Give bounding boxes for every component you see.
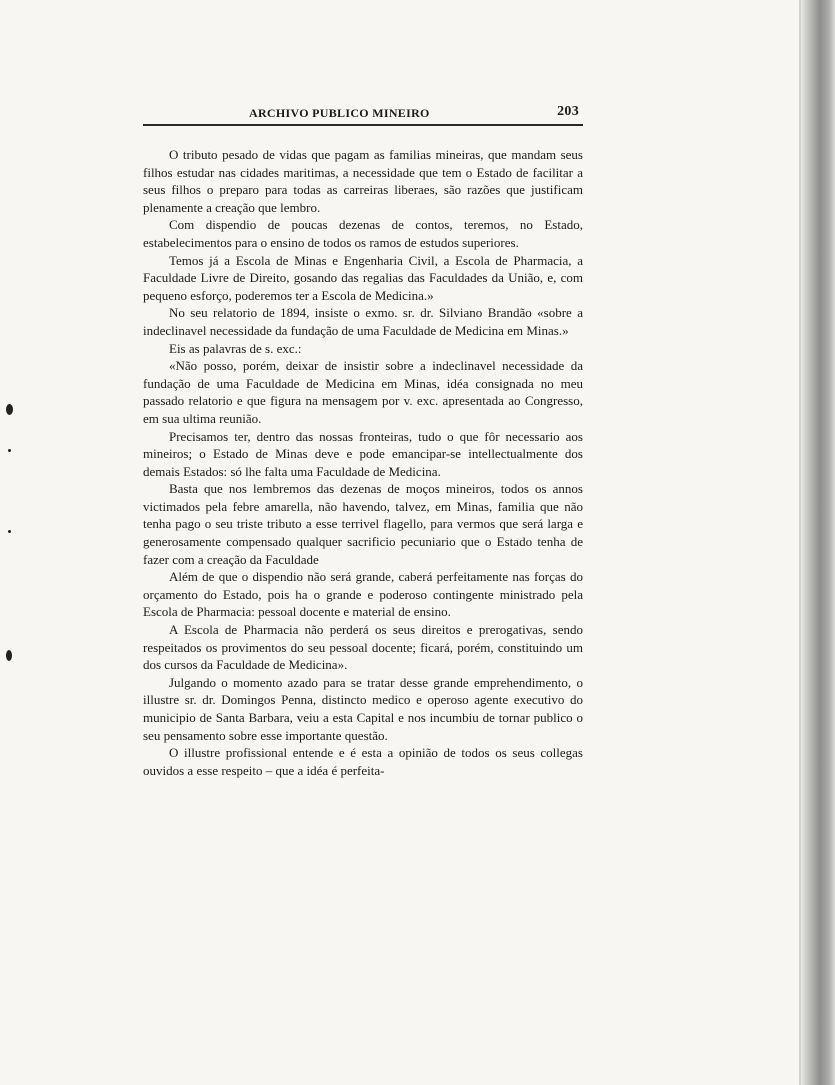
paragraph: Temos já a Escola de Minas e Engenharia Civil, a Escola de Pharmacia, a Faculdade Livre de Direito, gosando das regalias das Faculdades da União, e, com pequeno esforço, poderemos ter a Escola de Medicina.»	[143, 252, 583, 303]
paragraph: O tributo pesado de vidas que pagam as familias mineiras, que mandam seus filhos estudar nas cidades maritimas, a necessidade que tem o Estado de facilitar a seus filhos o preparo para todas as carreiras liberaes, são razões que justificam plenamente a creação que lembro.	[143, 147, 583, 215]
paragraph: Julgando o momento azado para se tratar desse grande emprehendimento, o illustre sr. dr. Domingos Penna, distincto medico e operoso agente executivo do municipio de Santa Barbara, veiu a esta Capital e nos incumbiu de tornar publico o seu pensamento sobre esse importante questão.	[143, 674, 583, 743]
paragraph: Basta que nos lembremos das dezenas de moços mineiros, todos os annos victimados pela febre amarella, não havendo, talvez, em Minas, familia que não tenha pago o seu triste tributo a esse terrivel flagello, para vermos que será larga e generosamente compensado qualquer sacrificio pecuniario que o Estado tenha de fazer com a creação da Faculdade	[143, 481, 583, 567]
paragraph: No seu relatorio de 1894, insiste o exmo. sr. dr. Silviano Brandão «sobre a indeclinavel necessidade da fundação de uma Faculdade de Medicina em Minas.»	[143, 305, 583, 338]
running-title: ARCHIVO PUBLICO MINEIRO	[249, 106, 430, 120]
margin-mark	[6, 404, 13, 415]
margin-mark	[8, 530, 11, 533]
paragraph: O illustre profissional entende e é esta a opinião de todos os seus collegas ouvidos a esse respeito – que a idéa é perfeita-	[143, 745, 583, 778]
paragraph: «Não posso, porém, deixar de insistir sobre a indeclinavel necessidade da fundação de uma Faculdade de Medicina em Minas, idéa consignada no meu passado relatorio e que figura na mensagem por v. exc. apresentada ao Congresso, em sua ultima reunião.	[143, 358, 583, 426]
running-header	[143, 104, 583, 124]
paragraph: Com dispendio de poucas dezenas de contos, teremos, no Estado, estabelecimentos para o ensino de todos os ramos de estudos superiores.	[143, 217, 583, 250]
paragraph: Além de que o dispendio não será grande, caberá perfeitamente nas forças do orçamento do Estado, pois ha o grande e poderoso contingente ministrado pela Escola de Pharmacia: pessoal docente e material de ensino.	[143, 569, 583, 620]
paragraph: Precisamos ter, dentro das nossas fronteiras, tudo o que fôr necessario aos mineiros; o Estado de Minas deve e pode emancipar-se intellectualmente dos demais Estados: só lhe falta uma Faculdade de Medicina.	[143, 428, 583, 479]
body-text	[143, 146, 583, 779]
paragraph: Eis as palavras de s. exc.:	[169, 340, 302, 356]
book-spine-shadow	[801, 0, 835, 1085]
margin-mark	[6, 650, 12, 661]
page-number: 203	[557, 104, 579, 119]
paragraph: A Escola de Pharmacia não perderá os seus direitos e prerogativas, sendo respeitados os provimentos do seu pessoal docente; ficará, porém, constituindo um dos cursos da Faculdade de Medicina».	[143, 622, 583, 673]
header-rule	[143, 124, 583, 126]
margin-mark	[8, 449, 11, 452]
